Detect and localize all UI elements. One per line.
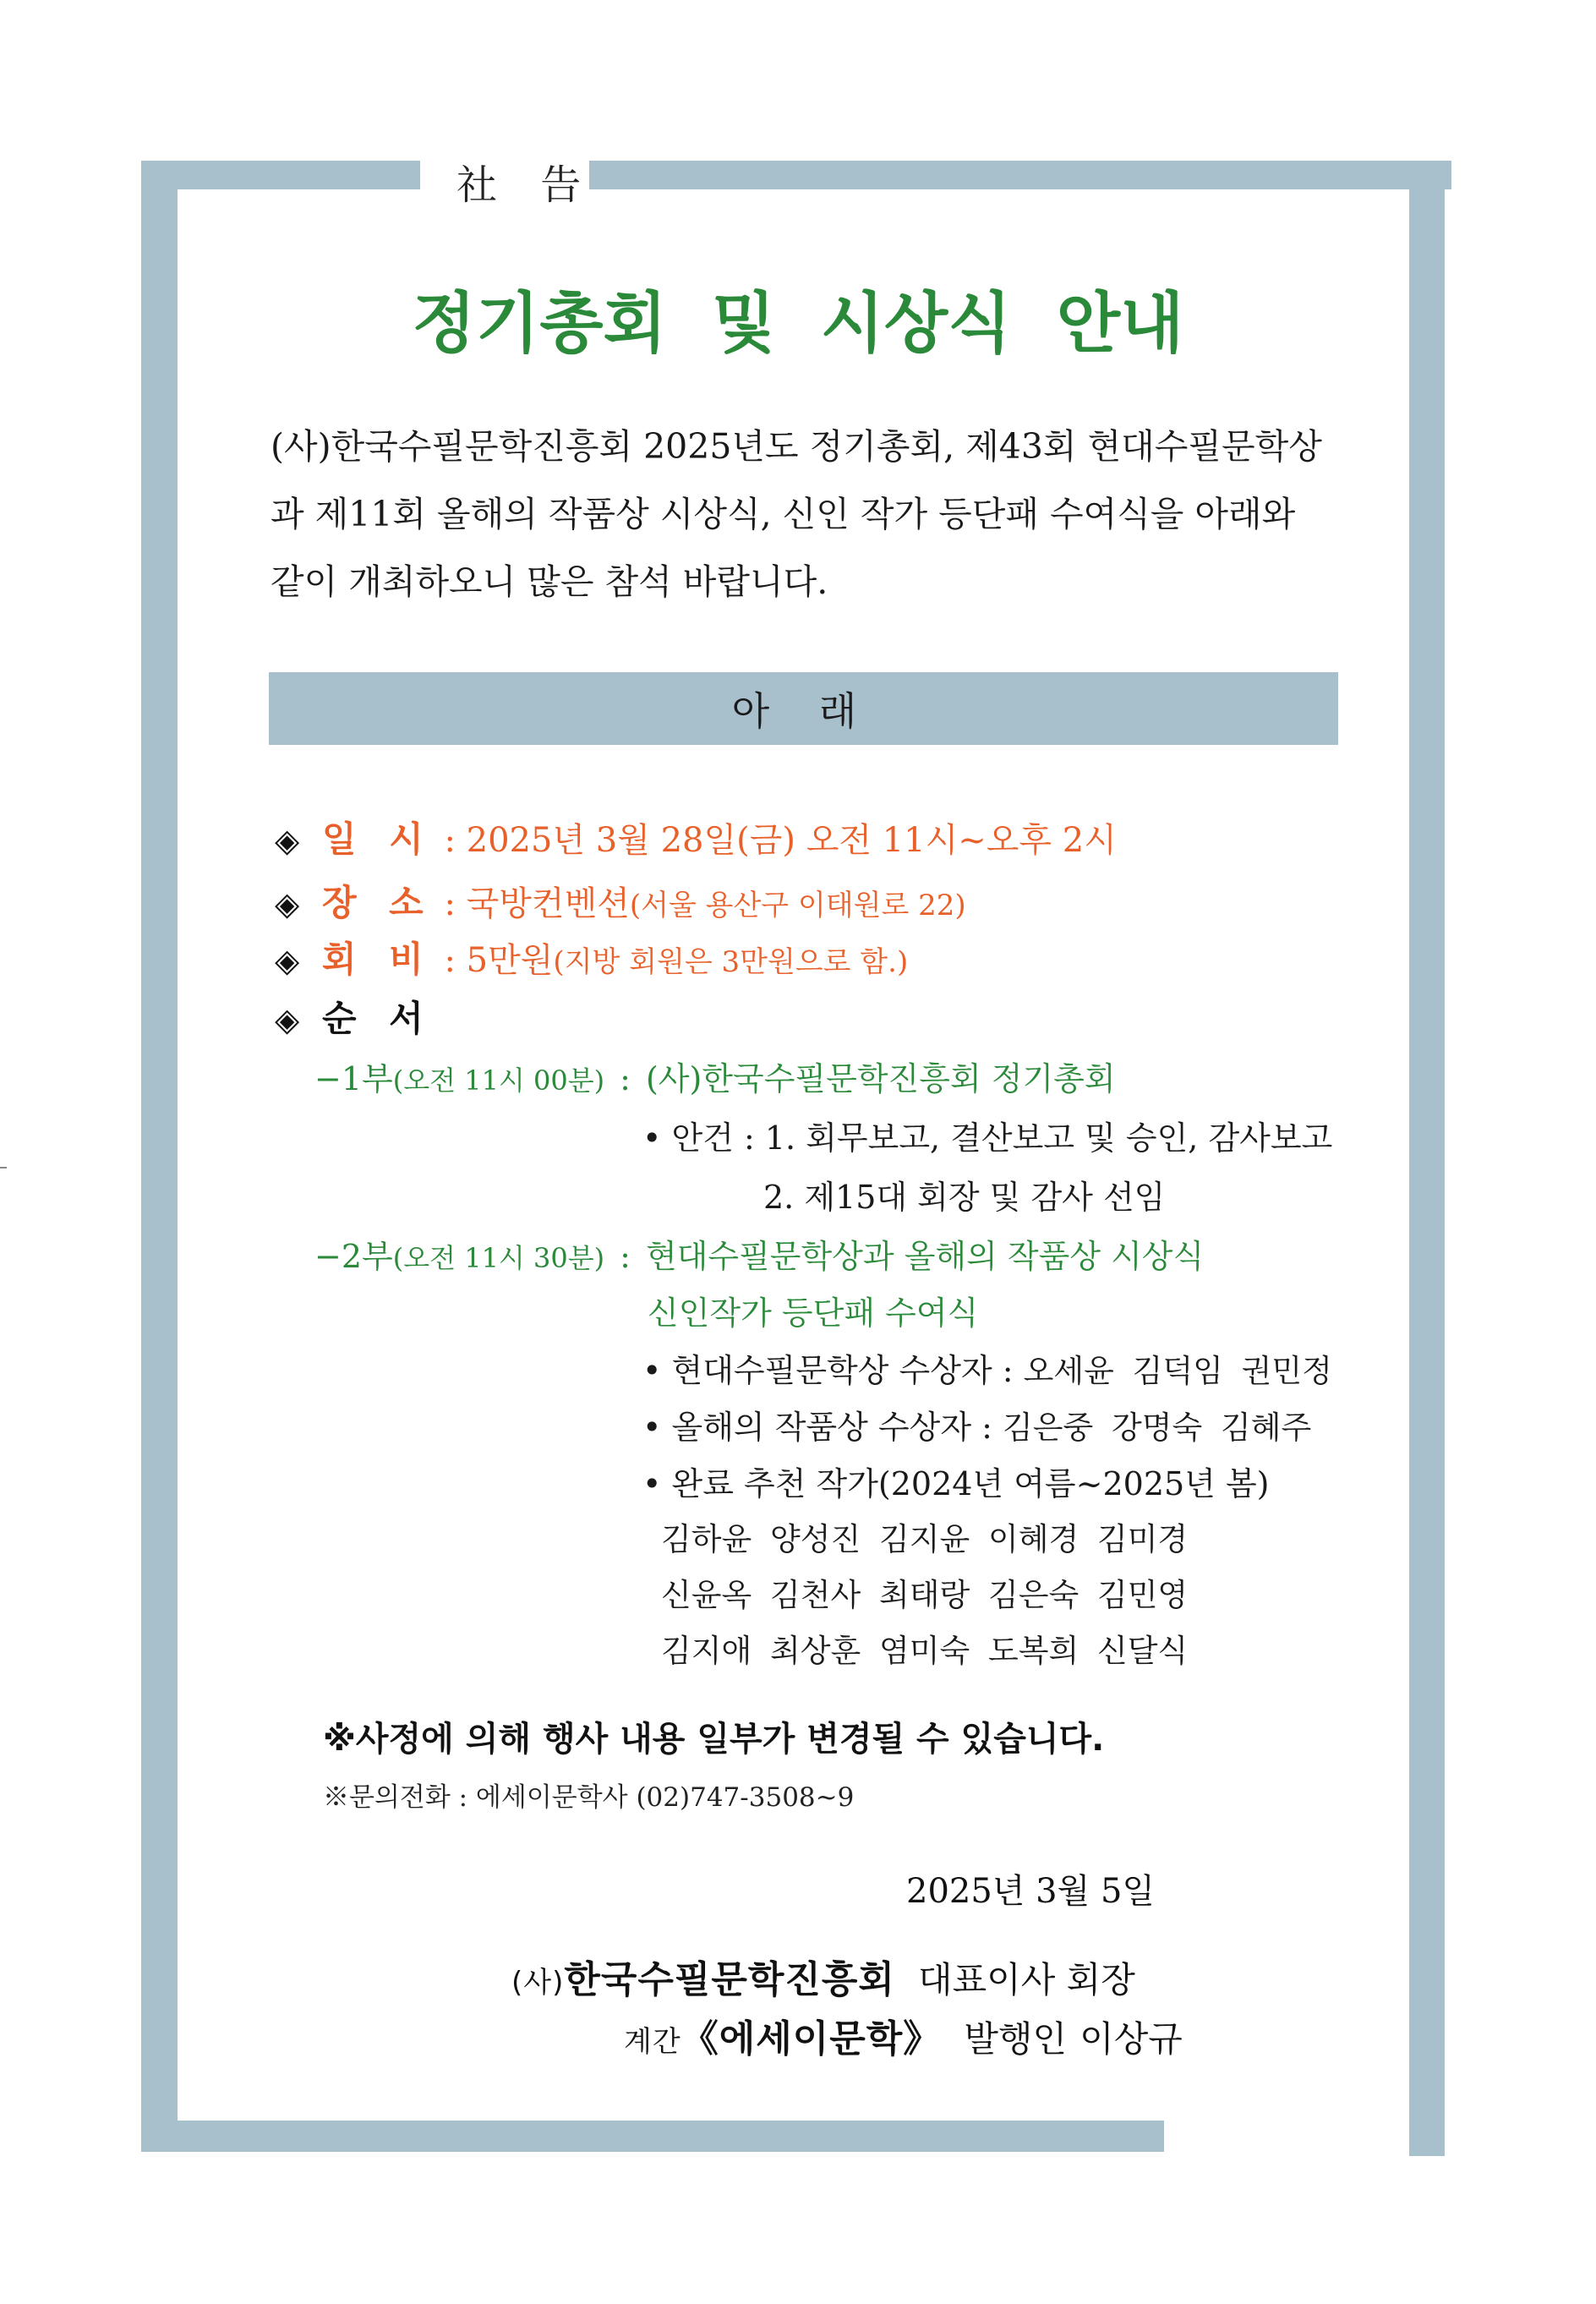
part1-agenda-item2: 2. 제15대 회장 및 감사 선임 <box>763 1179 1166 1216</box>
diamond-bullet-icon: ◈ <box>275 822 300 859</box>
order-label: 순 서 <box>321 998 434 1039</box>
intro-line: (사)한국수필문학진흥회 2025년도 정기총회, 제43회 현대수필문학상 <box>271 426 1322 467</box>
pub-name: 《에세이문학》 <box>680 2017 942 2060</box>
pub-prefix: 계간 <box>624 2025 681 2059</box>
part1-title: (사)한국수필문학진흥회 정기총회 <box>645 1060 1116 1097</box>
detail-place: ◈ 장 소 : 국방컨벤션(서울 용산구 이태원로 22) <box>275 882 966 923</box>
recommend-label: • 완료 추천 작가(2024년 여름~2025년 봄) <box>642 1465 1270 1502</box>
intro-line: 과 제11회 올해의 작품상 시상식, 신인 작가 등단패 수여식을 아래와 <box>271 494 1296 534</box>
section-label: 아 래 <box>731 688 876 734</box>
org-role: 대표이사 회장 <box>918 1959 1135 2000</box>
section-bar <box>269 672 1338 745</box>
intro-line: 같이 개최하오니 많은 참석 바랍니다. <box>271 561 828 602</box>
award1-names: 오세윤 김덕임 권민정 <box>1023 1353 1332 1389</box>
fee-note: (지방 회원은 3만원으로 함.) <box>553 945 909 979</box>
publisher-name: 이상규 <box>1079 2018 1183 2060</box>
signature-publisher <box>624 2008 1183 2062</box>
signature-org <box>511 1949 1135 2003</box>
contact-text: ※문의전화 : 에세이문학사 (02)747-3508~9 <box>323 1782 855 1813</box>
place-label: 장 소 <box>321 882 434 923</box>
part2-title: 현대수필문학상과 올해의 작품상 시상식 <box>645 1238 1205 1275</box>
part2-subtitle: 신인작가 등단패 수여식 <box>648 1294 979 1332</box>
detail-order <box>275 991 434 1042</box>
part2-time: (오전 11시 30분) <box>392 1242 605 1274</box>
award2-line <box>642 1401 1311 1448</box>
issue-date: 2025년 3월 5일 <box>906 1872 1156 1911</box>
award2-names: 김은중 강명숙 김혜주 <box>1003 1409 1312 1446</box>
frame-left <box>141 161 178 2152</box>
intro-paragraph <box>271 413 1344 616</box>
recommend-row: 김하윤 양성진 김지윤 이혜경 김미경 <box>661 1521 1189 1557</box>
part1-time: (오전 11시 00분) <box>392 1064 605 1097</box>
part1-agenda: • 안건 : 1. 회무보고, 결산보고 및 승인, 감사보고 <box>642 1119 1333 1157</box>
part1-line: −1부(오전 11시 00분) : (사)한국수필문학진흥회 정기총회 <box>314 1060 1116 1097</box>
place-note: (서울 용산구 이태원로 22) <box>629 889 966 922</box>
org-prefix: (사) <box>511 1966 565 2000</box>
datetime-value: 2025년 3월 28일(금) 오전 11시~오후 2시 <box>466 821 1117 860</box>
notice-text: ※사정에 의해 행사 내용 일부가 변경될 수 있습니다. <box>323 1720 1105 1759</box>
award2-label: • 올해의 작품상 수상자 : <box>642 1409 992 1446</box>
diamond-bullet-icon: ◈ <box>275 942 300 979</box>
recommend-row: 신윤옥 김천사 최태랑 김은숙 김민영 <box>661 1577 1189 1613</box>
org-name: 한국수필문학진흥회 <box>564 1958 895 2001</box>
frame-top-right <box>589 161 1451 189</box>
part1-name: −1부 <box>314 1060 393 1097</box>
header-label: 社 告 <box>456 161 597 209</box>
frame-top-left <box>141 161 420 189</box>
fee-label: 회 비 <box>321 939 434 980</box>
diamond-bullet-icon: ◈ <box>275 885 300 922</box>
page-title: 정기총회 및 시상식 안내 <box>412 286 1184 362</box>
frame-right <box>1409 161 1445 2156</box>
award1-line <box>642 1344 1332 1391</box>
frame-bottom <box>141 2121 1164 2152</box>
part2-line: −2부(오전 11시 30분) : 현대수필문학상과 올해의 작품상 시상식 <box>314 1238 1205 1275</box>
part2-name: −2부 <box>314 1238 393 1275</box>
detail-fee: ◈ 회 비 : 5만원(지방 회원은 3만원으로 함.) <box>275 939 909 980</box>
margin-mark <box>0 1167 7 1168</box>
fee-value: 5만원 <box>466 941 554 980</box>
place-value: 국방컨벤션 <box>466 884 630 923</box>
award1-label: • 현대수필문학상 수상자 : <box>642 1352 1014 1389</box>
recommend-row: 김지애 최상훈 염미숙 도복희 신달식 <box>661 1633 1189 1669</box>
datetime-label: 일 시 <box>321 818 434 860</box>
detail-datetime: ◈ 일 시 : 2025년 3월 28일(금) 오전 11시~오후 2시 <box>275 818 1117 860</box>
diamond-bullet-icon: ◈ <box>275 1001 300 1038</box>
pub-role: 발행인 <box>964 2018 1068 2060</box>
